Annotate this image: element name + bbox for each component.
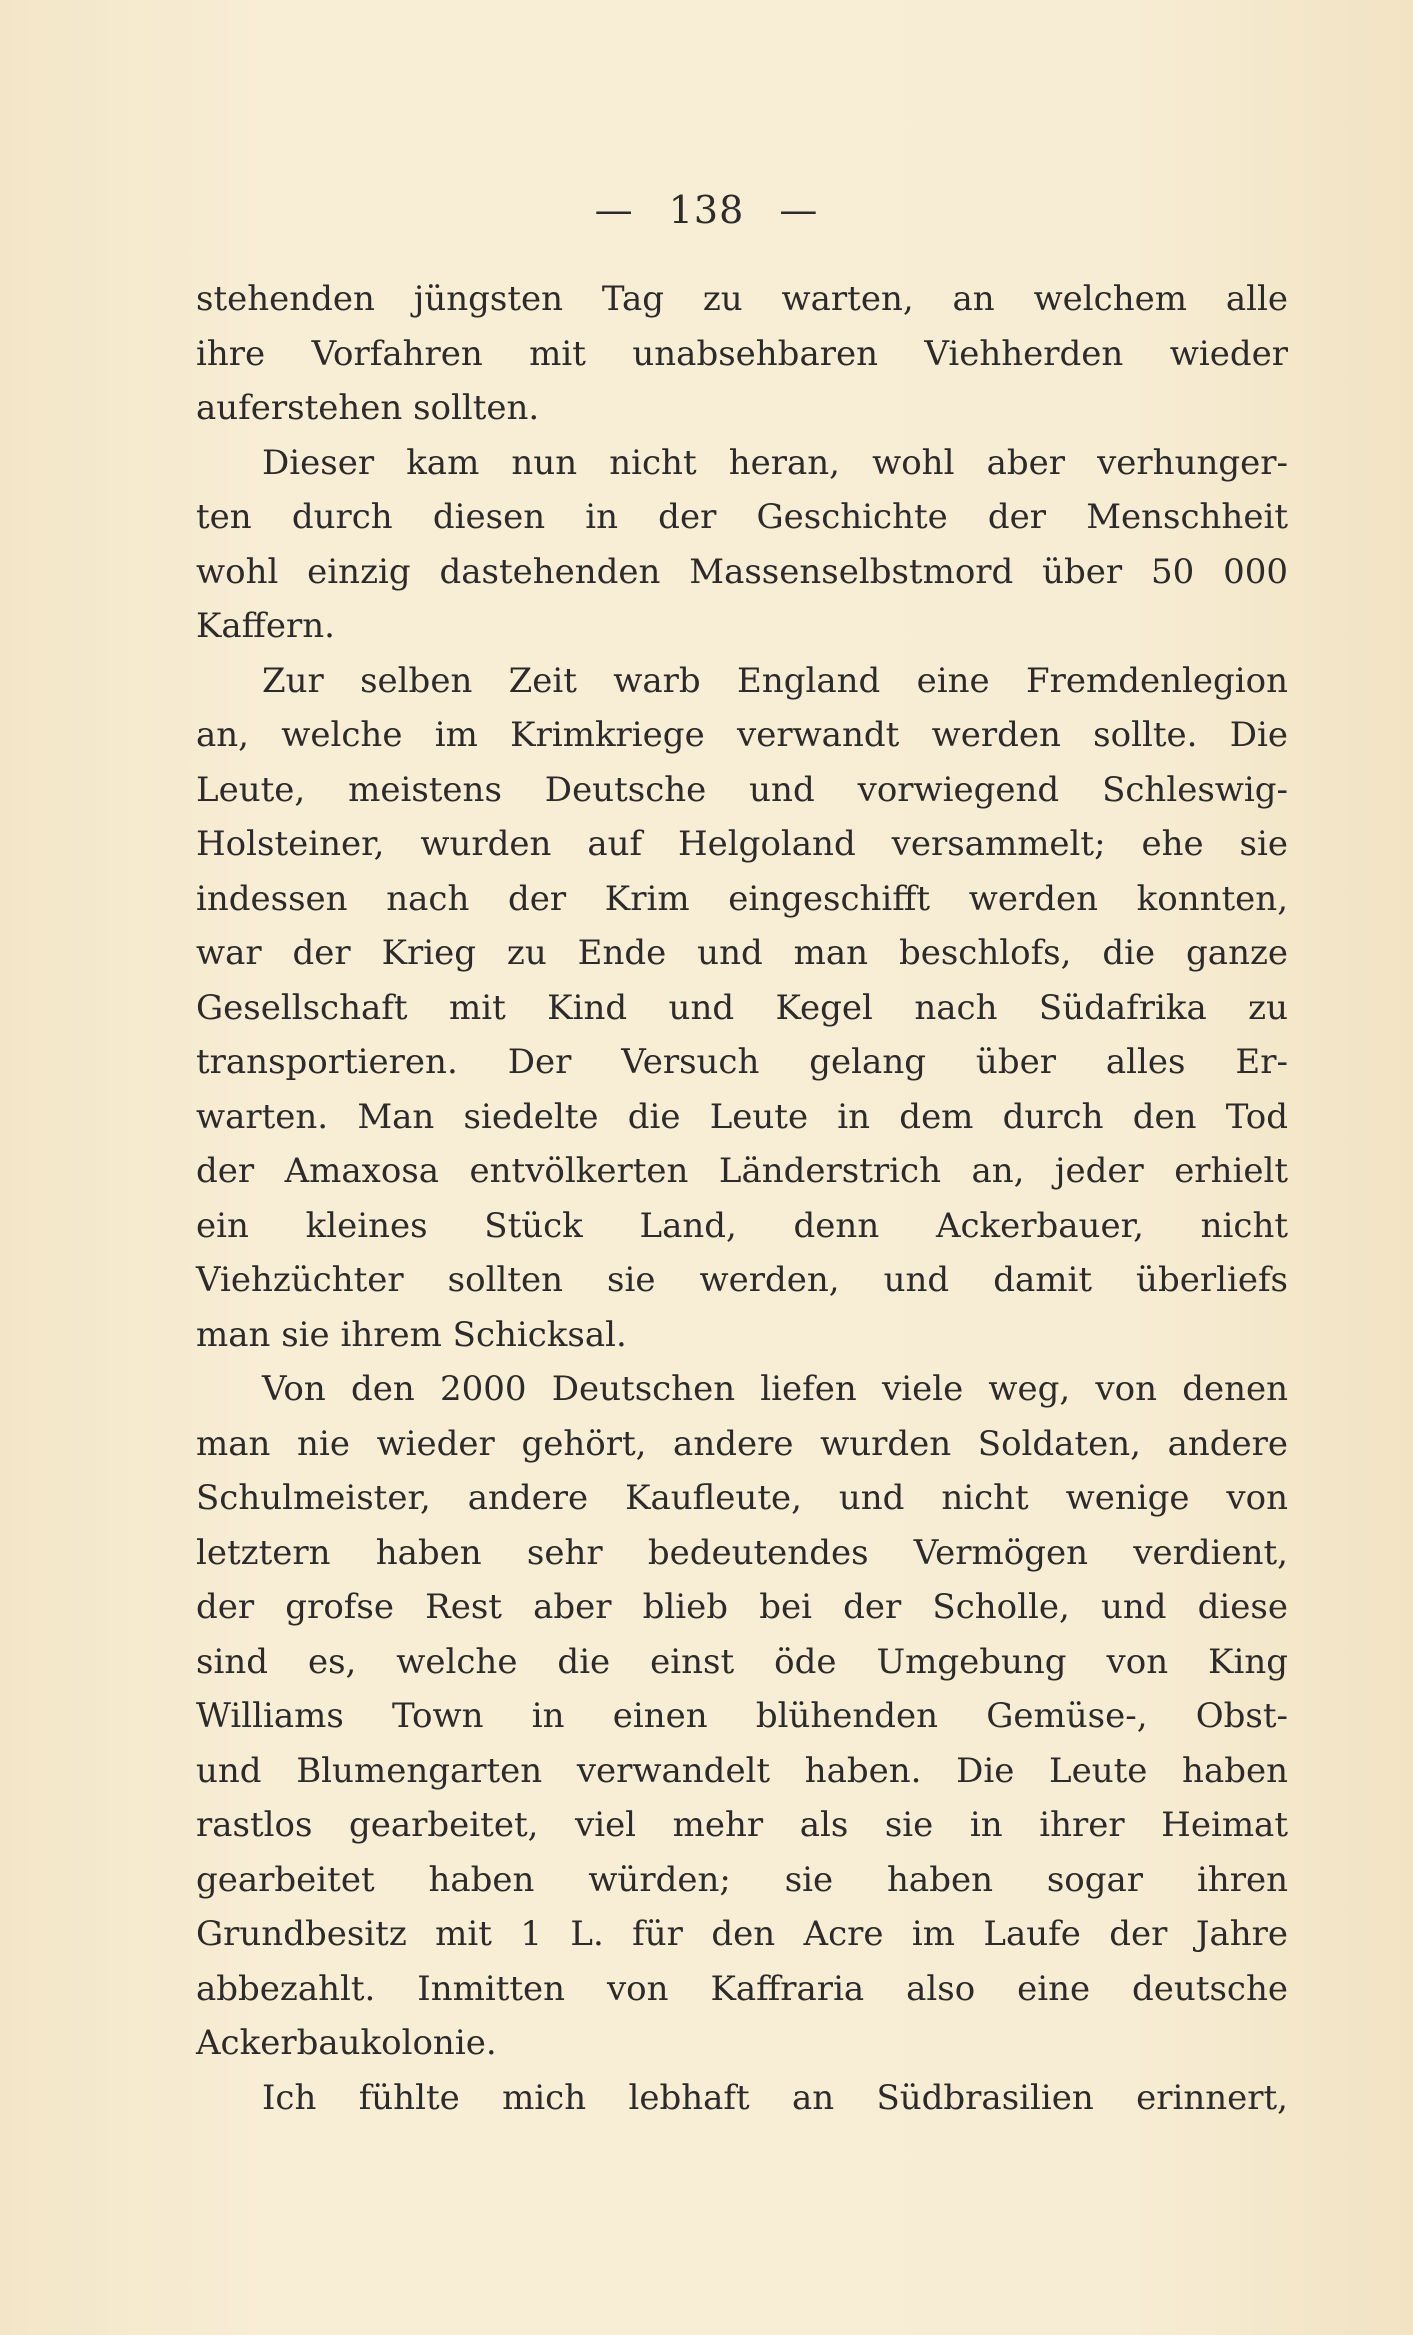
text-line: man nie wieder gehört, andere wurden Soldaten, andere [196,1423,1288,1464]
text-line: transportieren. Der Versuch gelang über alles Er- [196,1042,1288,1082]
text-line: letztern haben sehr bedeutendes Vermögen verdient, [196,1532,1288,1573]
text-line: ten durch diesen in der Geschichte der Menschheit [196,497,1288,537]
text-line: stehenden jüngsten Tag zu warten, an welchem alle [196,279,1288,319]
text-line: an, welche im Krimkriege verwandt werden sollte. Die [196,715,1288,755]
body-text [196,272,1288,2125]
text-line: Schulmeister, andere Kaufleute, und nicht wenige von [196,1478,1288,1518]
text-line: Grundbesitz mit 1 L. für den Acre im Laufe der Jahre [196,1914,1288,1954]
text-line: der Amaxosa entvölkerten Länderstrich an, jeder erhielt [196,1151,1288,1191]
text-line: und Blumengarten verwandelt haben. Die Leute haben [196,1750,1288,1791]
text-line: indessen nach der Krim eingeschifft werden konnten, [196,878,1288,919]
text-line: warten. Man siedelte die Leute in dem durch den Tod [196,1096,1288,1137]
text-line: Holsteiner, wurden auf Helgoland versammelt; ehe sie [196,824,1288,864]
text-line: sind es, welche die einst öde Umgebung von King [196,1641,1288,1682]
text-line: man sie ihrem Schicksal. [196,1314,627,1355]
text-line: rastlos gearbeitet, viel mehr als sie in ihrer Heimat [196,1805,1288,1845]
text-line: Williams Town in einen blühenden Gemüse-, Obst- [196,1696,1288,1736]
header-dash-right: — [779,188,819,232]
text-line: abbezahlt. Inmitten von Kaffraria also eine deutsche [196,1968,1288,2009]
text-line: Gesellschaft mit Kind und Kegel nach Südafrika zu [196,987,1288,1028]
text-line: wohl einzig dastehenden Massenselbstmord über 50 000 [196,551,1288,592]
text-line: der grofse Rest aber blieb bei der Scholle, und diese [196,1587,1288,1627]
text-line: Zur selben Zeit warb England eine Fremdenlegion [262,660,1288,701]
text-line: auferstehen sollten. [196,388,540,428]
page-header [0,188,1413,232]
text-line: ein kleines Stück Land, denn Ackerbauer, nicht [196,1205,1288,1246]
text-line: Kaffern. [196,606,335,646]
text-line: Von den 2000 Deutschen liefen viele weg, von denen [262,1369,1288,1409]
page-number: 138 [668,188,745,232]
text-line: war der Krieg zu Ende und man beschlofs, die ganze [196,933,1288,973]
header-dash-left: — [594,188,634,232]
text-line: Ackerbaukolonie. [196,2023,497,2063]
text-line: gearbeitet haben würden; sie haben sogar ihren [196,1859,1288,1900]
text-line: Viehzüchter sollten sie werden, und damit überliefs [196,1260,1288,1300]
text-line: ihre Vorfahren mit unabsehbaren Viehherden wieder [196,333,1288,374]
text-line: Ich fühlte mich lebhaft an Südbrasilien erinnert, [262,2077,1288,2118]
text-line: Dieser kam nun nicht heran, wohl aber verhunger- [262,442,1288,483]
text-line: Leute, meistens Deutsche und vorwiegend Schleswig- [196,769,1288,810]
